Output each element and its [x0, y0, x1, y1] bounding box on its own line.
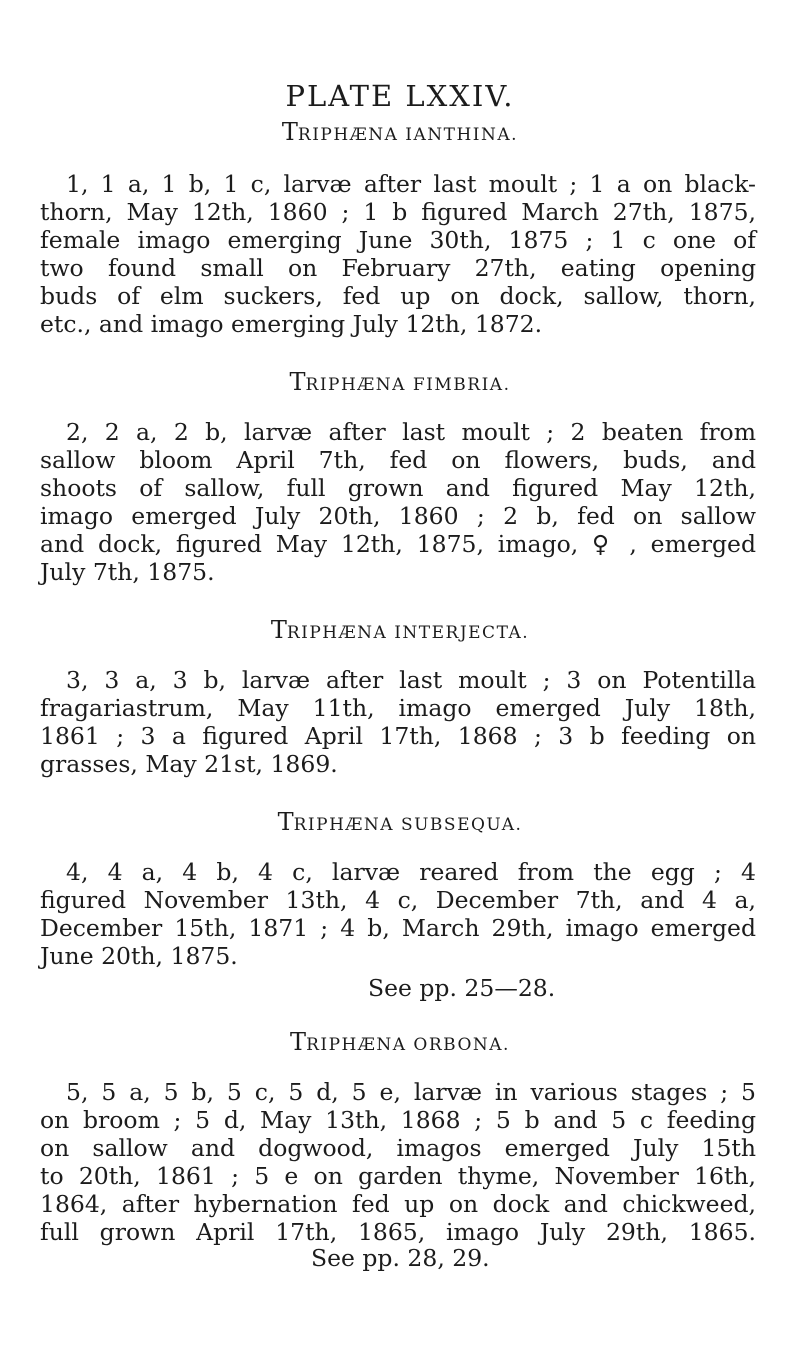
text-line: on sallow and dogwood, imagos emerged July 15th	[40, 1134, 756, 1162]
text-line: 2, 2 a, 2 b, larvæ after last moult ; 2 beaten from	[66, 418, 756, 446]
page-reference: See pp. 28, 29.	[311, 1244, 490, 1272]
text-line: female imago emerging June 30th, 1875 ; 1 c one of	[40, 226, 756, 254]
heading-rest: RIPHÆNA ORBONA.	[306, 1035, 510, 1055]
plate-title: PLATE LXXIV.	[285, 79, 515, 113]
text-line: etc., and imago emerging July 12th, 1872.	[40, 310, 543, 338]
section-text-orbona	[40, 1078, 756, 1246]
section-text-ianthina	[40, 170, 756, 338]
heading-initial: T	[281, 118, 298, 146]
section-heading-orbona	[0, 1026, 800, 1061]
text-line: 4, 4 a, 4 b, 4 c, larvæ reared from the egg ; 4	[66, 858, 756, 886]
text-line: imago emerged July 20th, 1860 ; 2 b, fed on sallow	[40, 502, 756, 530]
text-line: 1861 ; 3 a figured April 17th, 1868 ; 3 b feeding on	[40, 722, 756, 750]
text-line: full grown April 17th, 1865, imago July 29th, 1865.	[40, 1218, 756, 1246]
heading-rest: RIPHÆNA INTERJECTA.	[286, 623, 530, 643]
text-line: 5, 5 a, 5 b, 5 c, 5 d, 5 e, larvæ in various stages ; 5	[66, 1078, 756, 1106]
section-heading-fimbria	[0, 366, 800, 401]
text-line: sallow bloom April 7th, fed on flowers, buds, and	[40, 446, 756, 474]
section-heading-subsequa	[0, 806, 800, 841]
section-heading-interjecta	[0, 614, 800, 649]
text-line: 1, 1 a, 1 b, 1 c, larvæ after last moult ; 1 a on black-	[66, 170, 756, 198]
heading-initial: T	[270, 616, 287, 644]
section-text-subsequa	[40, 858, 756, 970]
text-line: to 20th, 1861 ; 5 e on garden thyme, November 16th,	[40, 1162, 756, 1190]
text-line: figured November 13th, 4 c, December 7th, and 4 a,	[40, 886, 756, 914]
page-reference: See pp. 25—28.	[368, 974, 556, 1002]
section-text-interjecta	[40, 666, 756, 778]
heading-initial: T	[290, 1028, 307, 1056]
section-heading-ianthina	[0, 116, 800, 151]
heading-rest: RIPHÆNA FIMBRIA.	[305, 375, 511, 395]
text-line: shoots of sallow, full grown and figured May 12th,	[40, 474, 756, 502]
heading-rest: RIPHÆNA SUBSEQUA.	[293, 815, 523, 835]
text-segment: 3, 3 a, 3 b, larvæ after last moult ; 3 on Potentilla	[66, 666, 756, 694]
heading-initial: T	[289, 368, 306, 396]
text-line: grasses, May 21st, 1869.	[40, 750, 338, 778]
text-line: fragariastrum, May 11th, imago emerged July 18th,	[40, 694, 756, 722]
text-line: June 20th, 1875.	[40, 942, 238, 970]
text-line: December 15th, 1871 ; 4 b, March 29th, imago emerged	[40, 914, 756, 942]
heading-rest: RIPHÆNA IANTHINA.	[297, 125, 519, 145]
text-line: and dock, figured May 12th, 1875, imago, ♀ , emerged	[40, 530, 756, 558]
text-line: July 7th, 1875.	[40, 558, 215, 586]
section-text-fimbria	[40, 418, 756, 586]
text-line: thorn, May 12th, 1860 ; 1 b figured March 27th, 1875,	[40, 198, 756, 226]
text-line: two found small on February 27th, eating opening	[40, 254, 756, 282]
text-line: buds of elm suckers, fed up on dock, sallow, thorn,	[40, 282, 756, 310]
text-line: 1864, after hybernation fed up on dock and chickweed,	[40, 1190, 756, 1218]
text-line	[40, 666, 756, 694]
heading-initial: T	[277, 808, 294, 836]
text-line: on broom ; 5 d, May 13th, 1868 ; 5 b and 5 c feeding	[40, 1106, 756, 1134]
